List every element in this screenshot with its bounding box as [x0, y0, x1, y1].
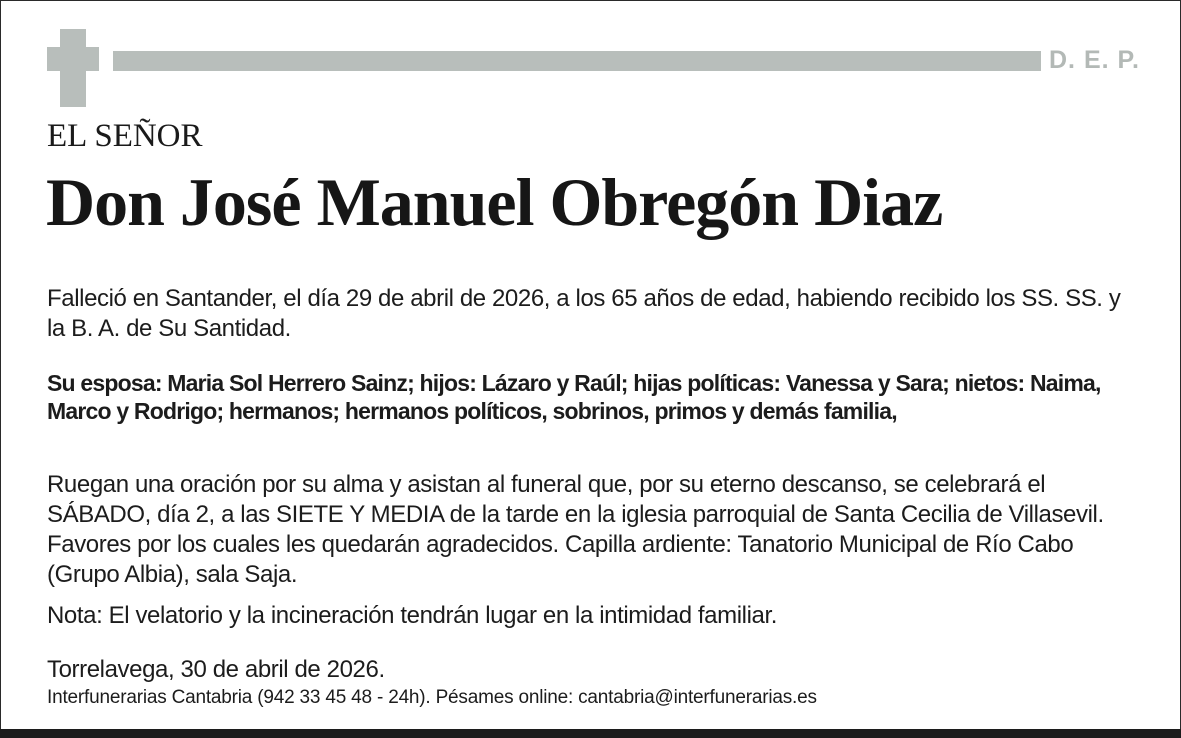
contact-line: Interfunerarias Cantabria (942 33 45 48 - 24h). Pésames online: cantabria@interfunerarias.es	[47, 687, 817, 708]
place-date: Torrelavega, 30 de abril de 2026.	[47, 656, 385, 683]
funeral-details: Ruegan una oración por su alma y asistan al funeral que, por su eterno descanso, se celebrará el SÁBADO, día 2, a las SIETE Y MEDIA de la tarde en la iglesia parroquial de Santa Cecilia de Villasevil. Favores por los cuales les quedarán agradecidos. Capilla ardiente: Tanatorio Municipal de Río Cabo (Grupo Albia), sala Saja.	[47, 471, 1104, 588]
cross-icon-arm	[47, 47, 99, 71]
honorific-prefix: EL SEÑOR	[47, 118, 203, 154]
family-list: Su esposa: Maria Sol Herrero Sainz; hijos: Lázaro y Raúl; hijas políticas: Vanessa y Sara; nietos: Naima, Marco y Rodrigo; hermanos; hermanos políticos, sobrinos, primos y demás familia,	[47, 370, 1101, 424]
death-notice-text: Falleció en Santander, el día 29 de abril de 2026, a los 65 años de edad, habiendo recibido los SS. SS. y la B. A. de Su Santidad.	[47, 285, 1121, 342]
header-rule	[113, 51, 1041, 71]
deceased-name: Don José Manuel Obregón Diaz	[46, 164, 943, 240]
dep-label: D. E. P.	[1049, 46, 1140, 74]
note-text: Nota: El velatorio y la incineración tendrán lugar en la intimidad familiar.	[47, 602, 777, 629]
bottom-band	[0, 729, 1181, 738]
